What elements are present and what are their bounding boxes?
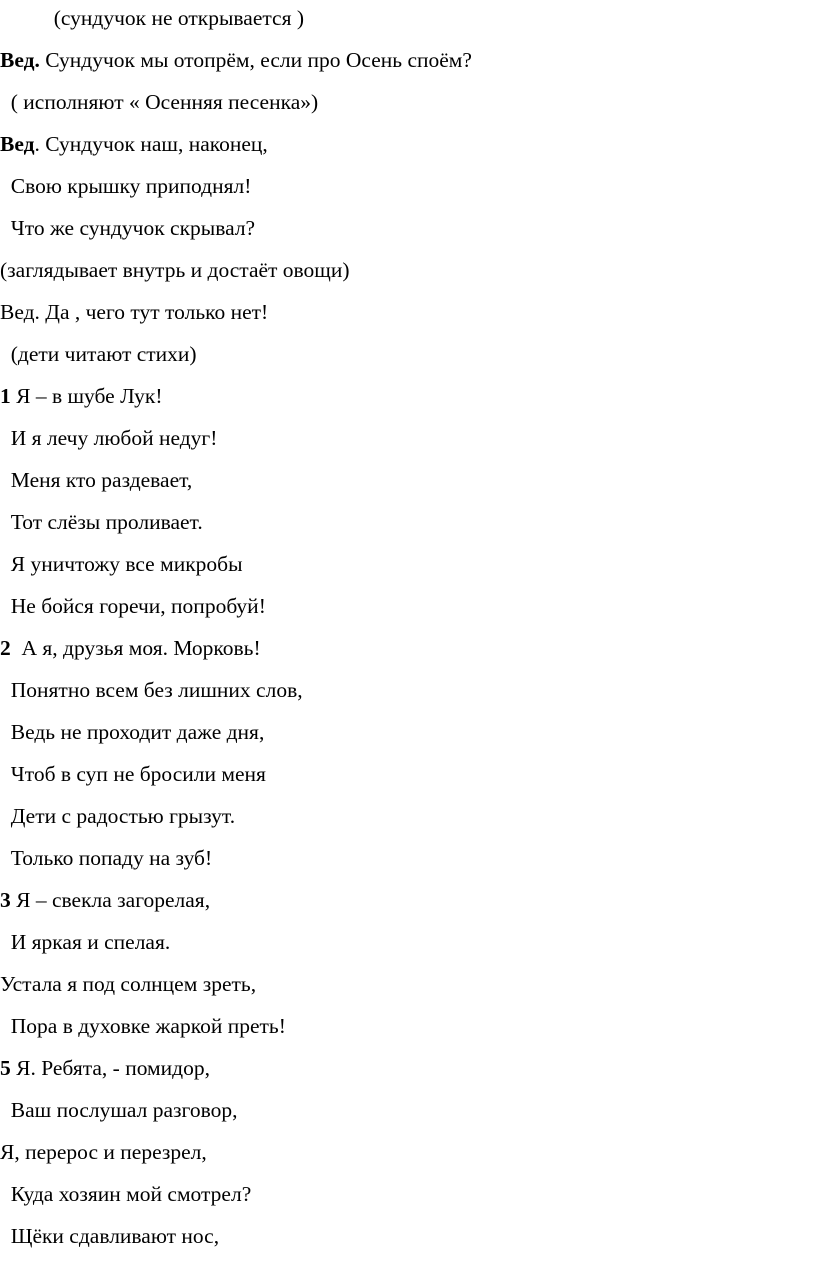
text-line [0,675,303,705]
line-text: Сундучок мы отопрём, если про Осень споём? [39,48,472,72]
text-line [0,1179,251,1209]
line-text: . Сундучок наш, наконец, [34,132,268,156]
line-text: (заглядывает внутрь и достаёт овощи) [0,258,350,282]
text-line [0,129,268,159]
line-text: А я, друзья моя. Морковь! [10,636,261,660]
line-prefix: 3 [0,888,11,912]
line-text: (сундучок не открывается ) [0,6,305,30]
text-line [0,213,255,243]
text-line [0,927,170,957]
text-line [0,969,256,999]
line-prefix: 5 [0,1056,11,1080]
line-text: Я, перерос и перезрел, [0,1140,207,1164]
text-line [0,1053,210,1083]
text-line [0,45,472,75]
text-line [0,381,163,411]
text-line [0,3,304,33]
text-line [0,465,192,495]
line-text: Не бойся горечи, попробуй! [0,594,266,618]
line-text: Я – свекла загорелая, [10,888,211,912]
line-text: Свою крышку приподнял! [0,174,252,198]
line-prefix: 1 [0,384,11,408]
line-text: Меня кто раздевает, [0,468,193,492]
line-prefix: Вед. [0,48,40,72]
line-text: Я уничтожу все микробы [0,552,243,576]
line-text: (дети читают стихи) [0,342,197,366]
line-text: Ведь не проходит даже дня, [0,720,265,744]
text-line [0,591,266,621]
line-prefix: 2 [0,636,11,660]
line-text: Куда хозяин мой смотрел? [0,1182,252,1206]
line-text: Я – в шубе Лук! [10,384,163,408]
line-text: Пора в духовке жаркой преть! [0,1014,286,1038]
text-line [0,255,350,285]
line-text: Устала я под солнцем зреть, [0,972,257,996]
line-text: ( исполняют « Осенняя песенка») [0,90,319,114]
text-line [0,1137,207,1167]
line-text: Что же сундучок скрывал? [0,216,256,240]
line-text: Чтоб в суп не бросили меня [0,762,266,786]
line-text: Щёки сдавливают нос, [0,1224,220,1248]
text-line [0,549,243,579]
text-line [0,1011,286,1041]
text-line [0,1095,237,1125]
line-text: Дети с радостью грызут. [0,804,236,828]
text-line [0,171,251,201]
text-line [0,1221,219,1251]
text-line [0,507,203,537]
text-line [0,843,212,873]
line-prefix: Вед [0,132,35,156]
text-line [0,633,261,663]
line-text: И я лечу любой недуг! [0,426,218,450]
text-line [0,759,266,789]
line-text: Тот слёзы проливает. [0,510,203,534]
line-text: Я. Ребята, - помидор, [10,1056,210,1080]
line-text: Только попаду на зуб! [0,846,213,870]
text-line [0,801,235,831]
text-line [0,885,210,915]
line-text: Вед. Да , чего тут только нет! [0,300,269,324]
text-line [0,87,318,117]
line-text: Понятно всем без лишних слов, [0,678,303,702]
line-text: Ваш послушал разговор, [0,1098,238,1122]
text-line [0,423,217,453]
text-line [0,297,268,327]
line-text: И яркая и спелая. [0,930,171,954]
text-line [0,717,264,747]
text-line [0,339,197,369]
